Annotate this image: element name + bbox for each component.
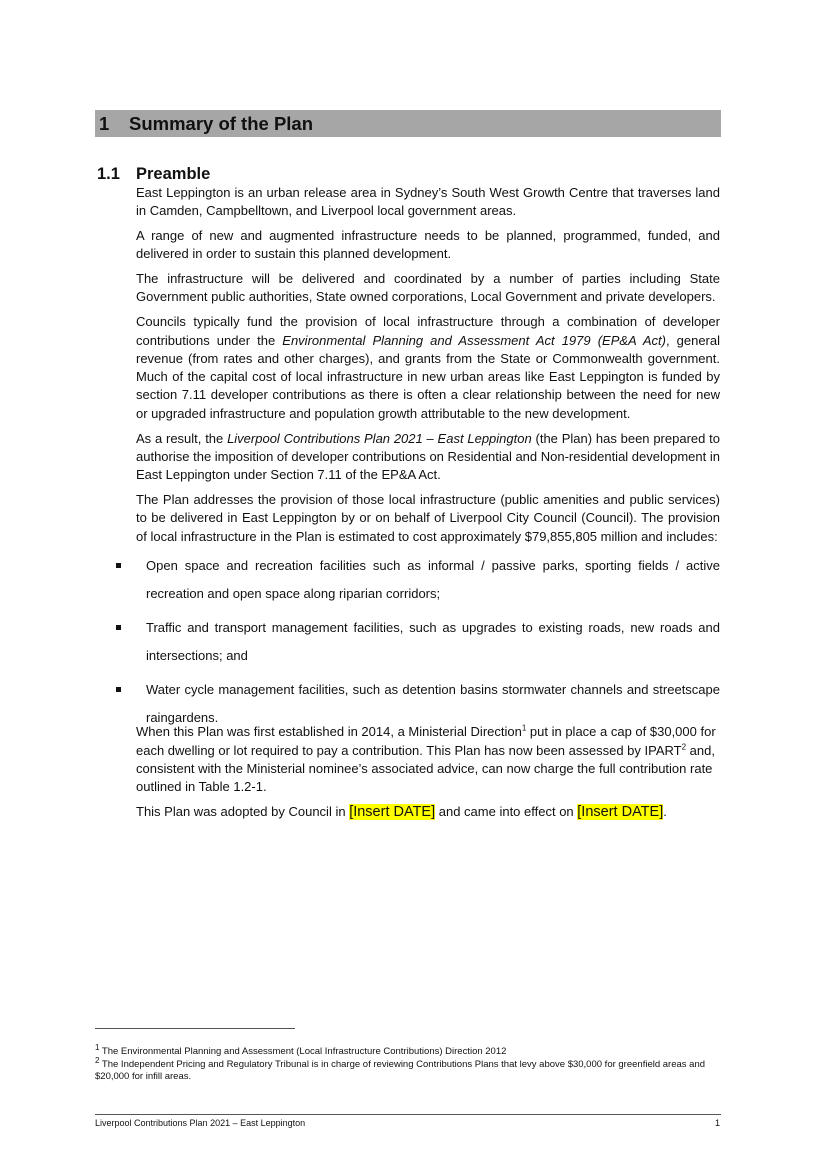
list-item	[114, 552, 720, 607]
paragraph-ministerial-direction	[136, 723, 720, 796]
footnote-mark: 2	[95, 1055, 100, 1065]
text-run: (the Plan) has been prepared to authorise the imposition of developer contributions on Residential and Non-residential development in East Leppington under Section 7.11 of the EP&A Act.	[136, 430, 720, 483]
subsection-title: Preamble	[136, 165, 211, 183]
highlighted-placeholder: [Insert DATE]	[349, 804, 436, 821]
section-number: 1	[99, 113, 110, 134]
paragraph-adoption	[136, 803, 720, 821]
list-item-text: Open space and recreation facilities such as informal / passive parks, sporting fields / active recreation and open space along riparian corridors;	[146, 558, 720, 601]
paragraph-plan-purpose	[136, 430, 720, 485]
paragraph-intro: East Leppington is an urban release area in Sydney’s South West Growth Centre that traverses land in Camden, Campbelltown, and Liverpool local government areas.	[136, 185, 720, 219]
plan-title: Liverpool Contributions Plan 2021 – East Leppington	[227, 430, 532, 446]
text-run: When this Plan was first established in 2014, a Ministerial Direction	[136, 724, 522, 740]
bullet-icon	[116, 625, 121, 630]
page-number: 1	[714, 1118, 720, 1128]
footnote-separator	[95, 1028, 295, 1029]
footnote-mark: 1	[95, 1042, 100, 1052]
text-run: .	[663, 804, 667, 820]
text-run: and, consistent with the Ministerial nominee’s associated advice, can now charge the full contribution rate outlined in Table 1.2-1.	[136, 742, 715, 795]
section-title: Summary of the Plan	[129, 113, 314, 134]
text-run: and came into effect on	[435, 804, 578, 820]
subsection-number: 1.1	[97, 165, 120, 183]
text-run: As a result, the	[136, 430, 228, 446]
paragraph-delivery-parties: The infrastructure will be delivered and coordinated by a number of parties including State Government public authorities, State owned corporations, Local Government and private developers.	[136, 271, 720, 305]
list-item	[114, 614, 720, 669]
section-heading-1	[95, 110, 721, 137]
footnote-item	[95, 1042, 721, 1059]
footer-divider	[95, 1114, 721, 1115]
paragraph-infrastructure-needs: A range of new and augmented infrastructure needs to be planned, programmed, funded, and delivered in order to sustain this planned development.	[136, 228, 720, 262]
highlighted-placeholder: [Insert DATE]	[577, 804, 664, 821]
footnotes	[95, 1042, 721, 1084]
footnote-text: The Environmental Planning and Assessment (Local Infrastructure Contributions) Direction 2012	[99, 1046, 507, 1057]
text-run: put in place a cap of $30,000 for each dwelling or lot required to pay a contribution. This Plan has now been assessed by IPART	[136, 724, 716, 758]
footnote-text: The Independent Pricing and Regulatory Tribunal is in charge of reviewing Contributions Plans that levy above $30,000 for greenfield areas and $20,000 for infill areas.	[95, 1058, 706, 1082]
text-run: This Plan was adopted by Council in	[136, 804, 350, 820]
footnote-item	[95, 1055, 721, 1084]
text-run: , general revenue (from rates and other charges), and grants from the State or Commonwealth government. Much of the capital cost of local infrastructure in new urban areas like East Leppington is funded by section 7.11 developer contributions as there is often a clear relationship between the need for new or upgraded infrastructure and population growth attributable to the new development.	[136, 332, 720, 421]
footer-document-title: Liverpool Contributions Plan 2021 – East Leppington	[95, 1118, 306, 1128]
footnote-ref[interactable]: 2	[681, 742, 687, 752]
paragraph-funding	[136, 313, 720, 423]
paragraph-plan-scope: The Plan addresses the provision of those local infrastructure (public amenities and public services) to be delivered in East Leppington by or on behalf of Liverpool City Council (Council). The provision of local infrastructure in the Plan is estimated to cost approximately $79,855,805 million and includes:	[136, 491, 720, 544]
list-item-text: Traffic and transport management facilities, such as upgrades to existing roads, new roads and intersections; and	[146, 620, 720, 663]
list-item-text: Water cycle management facilities, such as detention basins stormwater channels and streetscape raingardens.	[146, 682, 720, 725]
act-title: Environmental Planning and Assessment Act 1979 (EP&A Act)	[282, 332, 666, 348]
bullet-icon	[116, 563, 121, 568]
body-content	[136, 184, 720, 828]
text-run: Councils typically fund the provision of local infrastructure through a combination of developer contributions under the	[136, 314, 720, 348]
footnote-ref[interactable]: 1	[521, 724, 527, 734]
bullet-icon	[116, 687, 121, 692]
subsection-heading	[97, 163, 210, 185]
